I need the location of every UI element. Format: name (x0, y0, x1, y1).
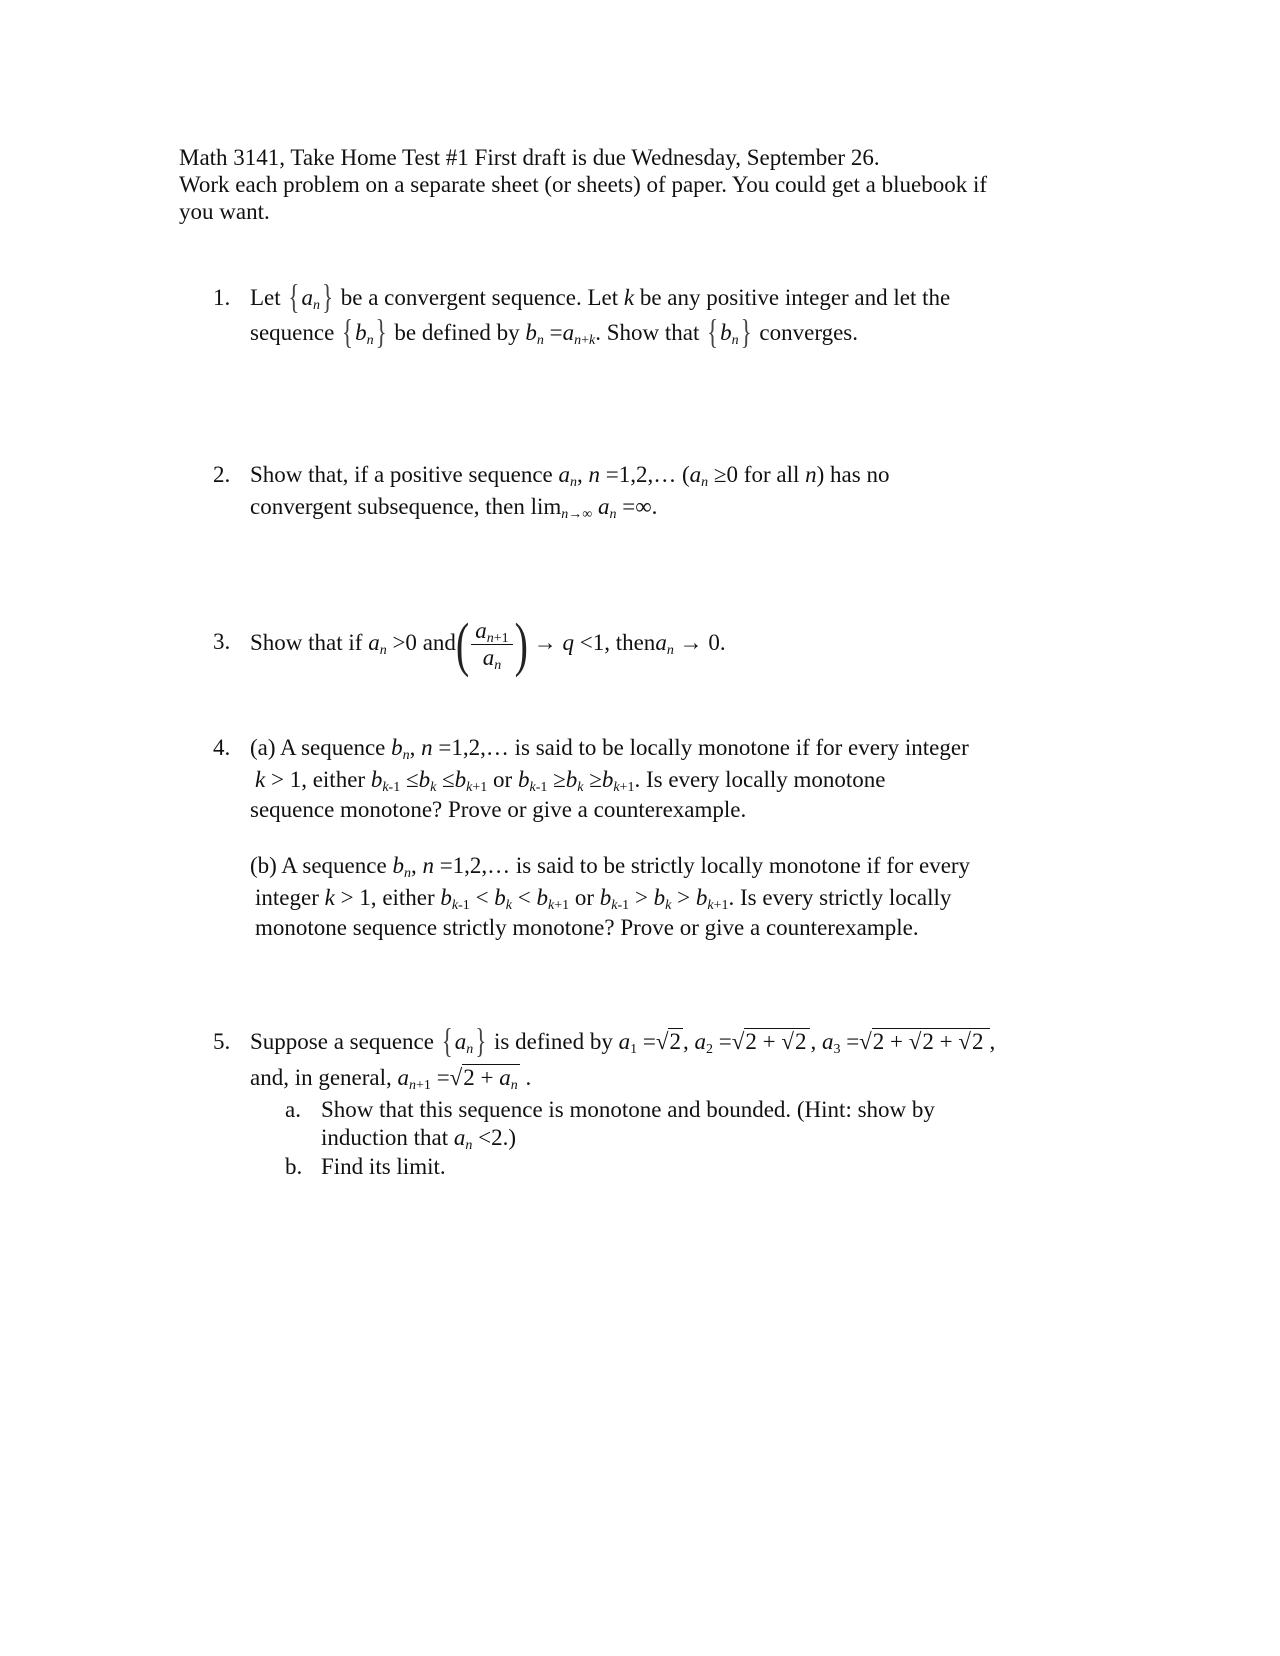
formula-limit-infinity: $\lim_{n\to\infty} a_n$ =∞ (530, 494, 652, 522)
problem-5-line-2: and, in general, $a_{n+1} =√2 + a_n$ . (250, 1065, 532, 1093)
header-line-1: Math 3141, Take Home Test #1 First draft is due Wednesday, September 26. (179, 145, 880, 170)
formula-an-nonneg: ($a_n \ge 0$ (682, 462, 739, 490)
problem-5-number: 5. (213, 1029, 231, 1054)
header-line-3: you want. (179, 199, 270, 224)
problem-4b-line-3: monotone sequence strictly monotone? Prove or give a counterexample. (255, 915, 919, 940)
formula-recursion: $a_{n+1} =√2 + a_n$ (397, 1065, 518, 1093)
problem-2-line-2: convergent subsequence, then $\lim_{n\to\infty} a_n$ =∞. (250, 494, 658, 522)
problem-4a-line-2: k > 1, either $b_{k-1} \le b_k \le b_{k+1}$ or $b_{k-1} \ge b_k \ge b_{k+1}$. Is every locally monotone (255, 767, 886, 795)
problem-5b-label: b. (285, 1154, 303, 1179)
formula-a2: $a_2 =√2 + √2$ (694, 1029, 810, 1054)
formula-nondecreasing: $b_{k-1} \le b_k \le b_{k+1}$ (370, 767, 488, 795)
header-line-2: Work each problem on a separate sheet (or sheets) of paper. You could get a bluebook if (179, 172, 988, 197)
formula-bn-index-2: $b_n$, n =1,2,… (392, 853, 511, 881)
problem-3-number: 3. (213, 629, 231, 654)
formula-a3: $a_3 =√2 + √2 + √2$ (822, 1029, 990, 1054)
problem-2-line-1: Show that, if a positive sequence $a_n$, n =1,2,… ($a_n \ge 0$ for all n) has no (250, 462, 890, 490)
formula-k-gt-1: k > 1, (255, 767, 307, 792)
problem-1-line-1: Let $\{a_n\}$ be a convergent sequence. Let k be any positive integer and let the (250, 278, 951, 316)
left-paren: ( (455, 610, 470, 678)
problem-1-number: 1. (213, 285, 231, 310)
right-paren: ) (514, 610, 528, 678)
formula-an-index: $a_n$, n =1,2,… (558, 462, 677, 490)
formula-decreasing: $b_{k-1} > b_k > b_{k+1}$ (599, 885, 729, 913)
formula-increasing: $b_{k-1} < b_k < b_{k+1}$ (440, 885, 570, 913)
problem-4b-line-1: (b) A sequence $b_n$, n =1,2,… is said to be strictly locally monotone if for every (250, 853, 971, 881)
problem-3-line-1: Show that if $a_n >0$ and( $\frac{a_{n+1}}{a_n}$ ) → q <1, thena$_n$ → 0. (250, 610, 726, 678)
problem-5a-line-1: Show that this sequence is monotone and bounded. (Hint: show by (321, 1097, 935, 1122)
formula-nonincreasing: $b_{k-1} \ge b_k \ge b_{k+1}$ (517, 767, 635, 795)
problem-5b-text: Find its limit. (321, 1154, 446, 1179)
problem-5a-label: a. (285, 1097, 301, 1122)
problem-4-number: 4. (213, 735, 231, 760)
formula-sequence-b-2: $\{b_n\}$ (707, 313, 752, 351)
problem-2-number: 2. (213, 462, 231, 487)
formula-k-gt-1-b: k > 1, (324, 885, 377, 910)
formula-a1: $a_1 =√2$ (618, 1029, 681, 1057)
formula-sequence-a-5: $\{a_n\}$ (441, 1022, 487, 1060)
problem-4a-line-1: (a) A sequence $b_n$, n =1,2,… is said to be locally monotone if for every integer (250, 735, 969, 763)
formula-an-lt-2: $a_n <2$ (453, 1125, 503, 1153)
formula-sequence-a: $\{a_n\}$ (288, 278, 333, 316)
formula-bn-index: $b_n$, n =1,2,… (391, 735, 509, 763)
problem-4a-line-3: sequence monotone? Prove or give a counterexample. (250, 797, 747, 822)
formula-sequence-b: $\{b_n\}$ (342, 313, 387, 351)
formula-ratio: $\frac{a_{n+1}}{a_n}$ (471, 618, 512, 671)
problem-5-line-1: Suppose a sequence $\{a_n\}$ is defined by $a_1 =√2$, $a_2 =√2 + √2$ , $a_3 =√2 + √2 + √2$ , (250, 1022, 996, 1060)
formula-ratio-limit: → q <1 (533, 630, 605, 655)
formula-b-definition: $b_n =a_{n+k}$ (525, 320, 596, 348)
problem-4b-line-2: integer k > 1, either $b_{k-1} < b_k < b_{k+1}$ or $b_{k-1} > b_k > b_{k+1}$. Is every strictly locally (255, 885, 952, 913)
problem-1-line-2: sequence $\{b_n\}$ be defined by $b_n =a_{n+k}$. Show that $\{b_n\}$ converges. (250, 313, 858, 351)
problem-5a-line-2: induction that $a_n <2$.) (321, 1125, 517, 1153)
formula-an-to-zero: $a_n \to 0$ (655, 630, 720, 658)
formula-an-positive: $a_n >0$ (368, 630, 417, 658)
